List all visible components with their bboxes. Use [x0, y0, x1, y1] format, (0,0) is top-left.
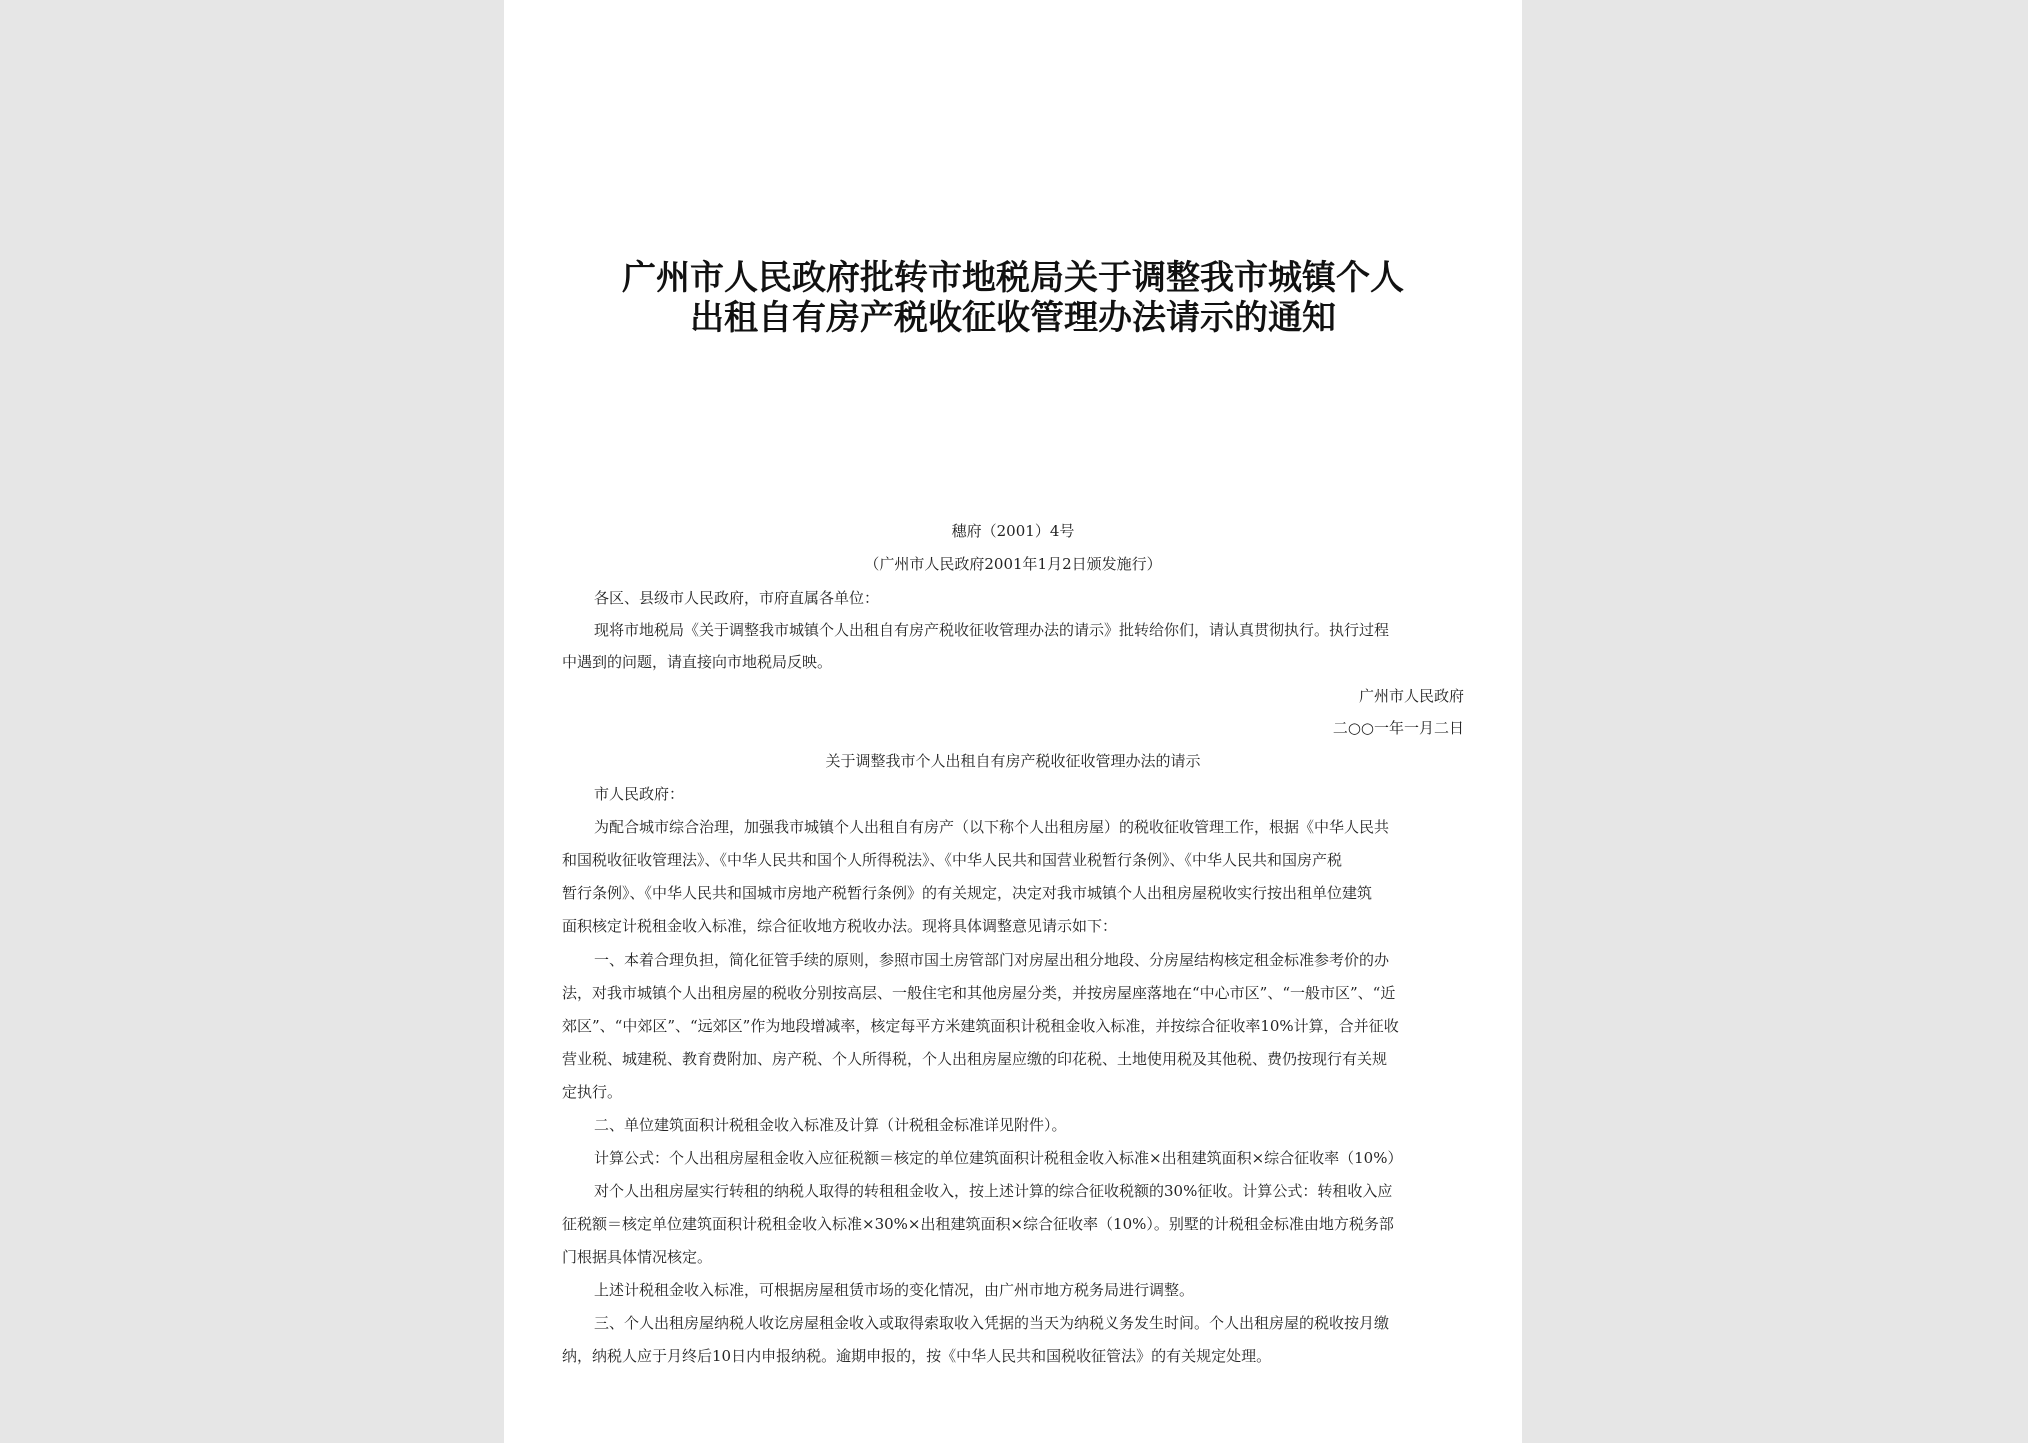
signature-org: 广州市人民政府 [1358, 687, 1464, 705]
document-title [554, 258, 1472, 338]
paragraph-line: 面积核定计税租金收入标准，综合征收地方税收办法。现将具体调整意见请示如下： [562, 917, 1118, 935]
sub-addressee: 市人民政府： [594, 785, 685, 803]
title-line-2: 出租自有房产税收征收管理办法请示的通知 [690, 298, 1336, 338]
issue-note: （广州市人民政府2001年1月2日颁发施行） [864, 555, 1162, 573]
sub-title: 关于调整我市个人出租自有房产税收征收管理办法的请示 [825, 752, 1201, 770]
paragraph-line: 三、个人出租房屋纳税人收讫房屋租金收入或取得索取收入凭据的当天为纳税义务发生时间。个人出租房屋的税收按月缴 [594, 1314, 1390, 1332]
paragraph-line: 上述计税租金收入标准，可根据房屋租赁市场的变化情况，由广州市地方税务局进行调整。 [594, 1281, 1195, 1299]
paragraph-line: 定执行。 [562, 1083, 623, 1101]
document-page [504, 0, 1522, 1443]
paragraph-line: 营业税、城建税、教育费附加、房产税、个人所得税，个人出租房屋应缴的印花税、土地使用税及其他税、费仍按现行有关规 [562, 1050, 1388, 1068]
body-paragraph-line: 中遇到的问题，请直接向市地税局反映。 [562, 653, 833, 671]
addressee: 各区、县级市人民政府，市府直属各单位： [594, 589, 880, 607]
paragraph-line: 门根据具体情况核定。 [562, 1248, 713, 1266]
body-paragraph-line: 现将市地税局《关于调整我市城镇个人出租自有房产税收征收管理办法的请示》批转给你们，请认真贯彻执行。执行过程 [594, 621, 1390, 639]
paragraph-line: 对个人出租房屋实行转租的纳税人取得的转租租金收入，按上述计算的综合征收税额的30%征收。计算公式：转租收入应 [594, 1182, 1393, 1200]
paragraph-line: 为配合城市综合治理，加强我市城镇个人出租自有房产（以下称个人出租房屋）的税收征收管理工作，根据《中华人民共 [594, 818, 1390, 836]
paragraph-line: 纳，纳税人应于月终后10日内申报纳税。逾期申报的，按《中华人民共和国税收征管法》的有关规定处理。 [562, 1347, 1272, 1365]
paragraph-line: 二、单位建筑面积计税租金收入标准及计算（计税租金标准详见附件）。 [594, 1116, 1067, 1134]
paragraph-line: 一、本着合理负担，简化征管手续的原则，参照市国土房管部门对房屋出租分地段、分房屋结构核定租金标准参考价的办 [594, 951, 1390, 969]
paragraph-line: 和国税收征收管理法》、《中华人民共和国个人所得税法》、《中华人民共和国营业税暂行条例》、《中华人民共和国房产税 [562, 851, 1343, 869]
paragraph-line: 征税额＝核定单位建筑面积计税租金收入标准×30%×出租建筑面积×综合征收率（10%）。别墅的计税租金标准由地方税务部 [562, 1215, 1394, 1233]
paragraph-line: 法，对我市城镇个人出租房屋的税收分别按高层、一般住宅和其他房屋分类，并按房屋座落地在“中心市区”、“一般市区”、“近 [562, 984, 1396, 1002]
title-line-1: 广州市人民政府批转市地税局关于调整我市城镇个人 [622, 258, 1404, 298]
paragraph-line: 暂行条例》、《中华人民共和国城市房地产税暂行条例》的有关规定，决定对我市城镇个人出租房屋税收实行按出租单位建筑 [562, 884, 1373, 902]
paragraph-line: 郊区”、“中郊区”、“远郊区”作为地段增减率，核定每平方米建筑面积计税租金收入标准，并按综合征收率10%计算，合并征收 [562, 1017, 1399, 1035]
signature-date: 二○○一年一月二日 [1332, 719, 1464, 737]
document-number: 穗府（2001）4号 [951, 522, 1075, 540]
paragraph-line: 计算公式：个人出租房屋租金收入应征税额＝核定的单位建筑面积计税租金收入标准×出租建筑面积×综合征收率（10%） [594, 1149, 1403, 1167]
